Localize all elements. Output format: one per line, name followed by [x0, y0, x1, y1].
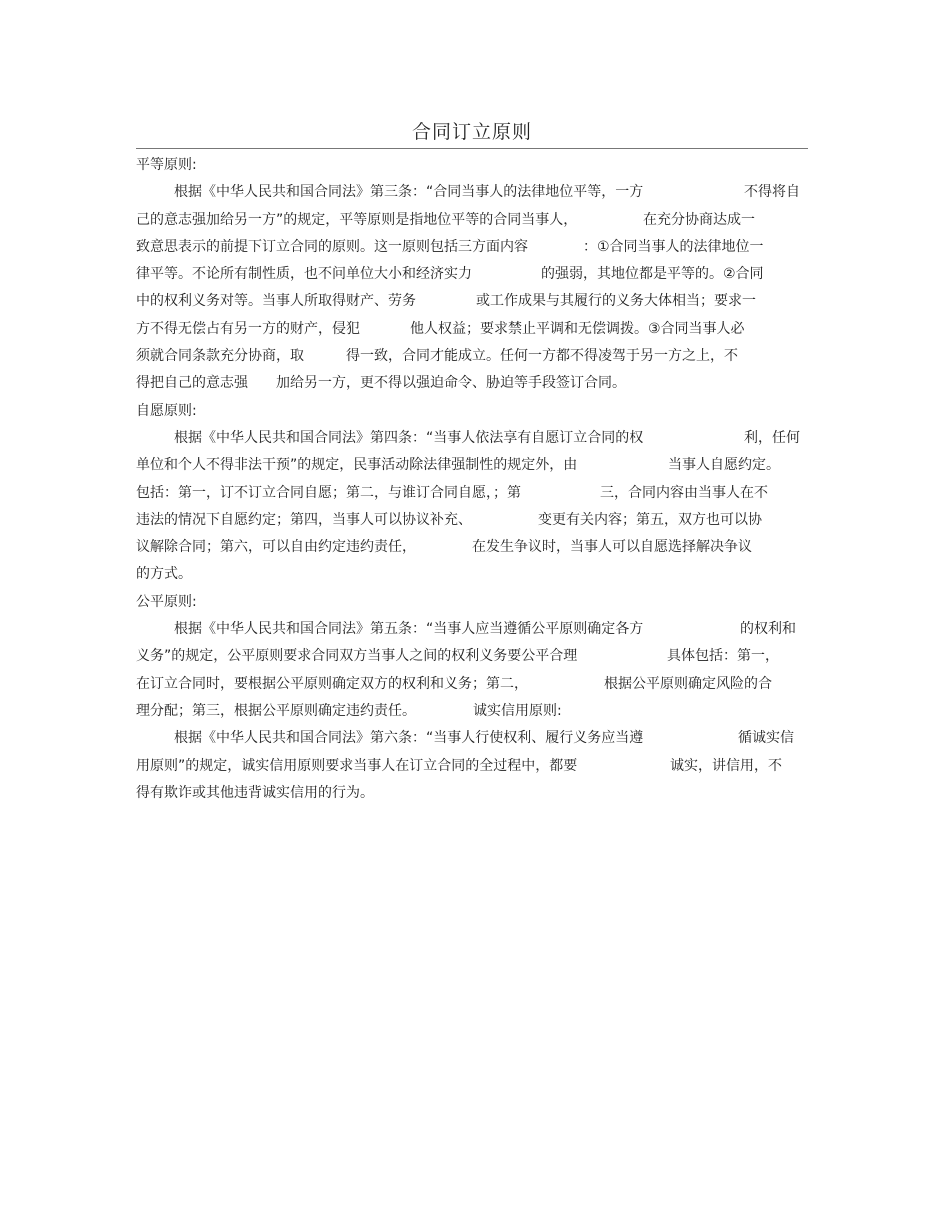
line-text: 单位和个人不得非法干预”的规定，民事活动除法律强制性的规定外，由 [136, 457, 578, 474]
section-heading-text: 平等原则: [136, 157, 197, 173]
paragraph-line [136, 261, 808, 288]
line-text-continued: ：①合同当事人的法律地位一 [583, 238, 764, 255]
line-text-continued: 三，合同内容由当事人在不 [600, 484, 768, 501]
paragraph-line [136, 561, 808, 588]
paragraph-line [136, 234, 808, 261]
paragraph-line [136, 207, 808, 234]
line-text: 根据《中华人民共和国合同法》第五条：“当事人应当遵循公平原则确定各方 [174, 621, 644, 638]
section-heading-text: 公平原则: [136, 593, 197, 610]
paragraph-line [136, 480, 808, 507]
line-text: 根据《中华人民共和国合同法》第四条：“当事人依法享有自愿订立合同的权 [174, 429, 644, 446]
line-text: 己的意志强加给另一方”的规定，平等原则是指地位平等的合同当事人， [136, 211, 578, 228]
document-body [136, 152, 808, 807]
line-text: 包括：第一，订不订立合同自愿；第二，与谁订合同自愿，；第 [136, 484, 521, 501]
paragraph-line [136, 698, 808, 725]
paragraph-line [136, 534, 808, 561]
line-text: 得有欺诈或其他违背诚实信用的行为。 [136, 784, 374, 801]
line-text: 致意思表示的前提下订立合同的原则。这一原则包括三方面内容 [136, 238, 528, 255]
line-text-continued: 变更有关内容；第五，双方也可以协 [538, 511, 762, 528]
line-text: 用原则”的规定，诚实信用原则要求当事人在订立合同的全过程中，都要 [136, 757, 578, 774]
line-text-continued: 的强弱，其地位都是平等的。②合同 [541, 266, 764, 283]
title-divider [136, 148, 808, 149]
section-heading [136, 398, 808, 425]
line-text: 的方式。 [136, 566, 192, 583]
section-heading [136, 589, 808, 616]
line-text-continued: 得一致，合同才能成立。任何一方都不得凌驾于另一方之上，不 [346, 348, 738, 365]
line-text-continued: 不得将自 [744, 184, 800, 201]
paragraph-line [136, 316, 808, 343]
line-text-continued: 诚实，讲信用，不 [670, 757, 782, 774]
paragraph-line [136, 671, 808, 698]
line-text-continued: 具体包括：第一， [667, 648, 779, 665]
line-text: 议解除合同；第六，可以自由约定违约责任， [136, 539, 416, 556]
paragraph-line [136, 452, 808, 479]
line-text: 方不得无偿占有另一方的财产，侵犯 [136, 320, 360, 337]
line-text: 中的权利义务对等。当事人所取得财产、劳务 [136, 293, 416, 310]
line-text: 得把自己的意志强 [136, 375, 248, 392]
line-text: 义务”的规定，公平原则要求合同双方当事人之间的权利义务要公平合理 [136, 648, 578, 665]
line-text-continued: 在发生争议时，当事人可以自愿选择解决争议 [472, 539, 752, 556]
section-heading-text: 自愿原则: [136, 402, 197, 419]
paragraph-line [136, 780, 808, 807]
line-text: 根据《中华人民共和国合同法》第三条：“合同当事人的法律地位平等，一方 [174, 184, 644, 201]
paragraph-line [136, 643, 808, 670]
line-text: 理分配；第三，根据公平原则确定违约责任。 [136, 702, 416, 719]
line-text-continued: 诚实信用原则: [473, 702, 562, 719]
paragraph-line [136, 288, 808, 315]
paragraph-line [136, 179, 808, 206]
line-text: 在订立合同时，要根据公平原则确定双方的权利和义务；第二， [136, 675, 528, 692]
paragraph-line [136, 616, 808, 643]
line-text-continued: 循诚实信 [738, 730, 794, 747]
line-text: 违法的情况下自愿约定；第四，当事人可以协议补充、 [136, 511, 472, 528]
paragraph-line [136, 370, 808, 397]
paragraph-line [136, 425, 808, 452]
paragraph-line [136, 753, 808, 780]
paragraph-line [136, 725, 808, 752]
line-text-continued: 根据公平原则确定风险的合 [604, 675, 772, 692]
line-text: 须就合同条款充分协商，取 [136, 348, 304, 365]
section-heading [136, 152, 808, 179]
line-text-continued: 的权利和 [740, 621, 796, 638]
paragraph-line [136, 507, 808, 534]
line-text-continued: 当事人自愿约定。 [668, 457, 780, 474]
line-text-continued: 或工作成果与其履行的义务大体相当；要求一 [476, 293, 756, 310]
paragraph-line [136, 343, 808, 370]
line-text: 根据《中华人民共和国合同法》第六条：“当事人行使权利、履行义务应当遵 [174, 730, 644, 747]
line-text-continued: 他人权益；要求禁止平调和无偿调拨。③合同当事人必 [410, 320, 745, 337]
line-text-continued: 利，任何 [744, 429, 800, 446]
line-text-continued: 在充分协商达成一 [643, 211, 755, 228]
line-text-continued: 加给另一方，更不得以强迫命令、胁迫等手段签订合同。 [276, 375, 626, 392]
document-title: 合同订立原则 [411, 121, 532, 143]
line-text: 律平等。不论所有制性质，也不问单位大小和经济实力 [136, 266, 472, 283]
